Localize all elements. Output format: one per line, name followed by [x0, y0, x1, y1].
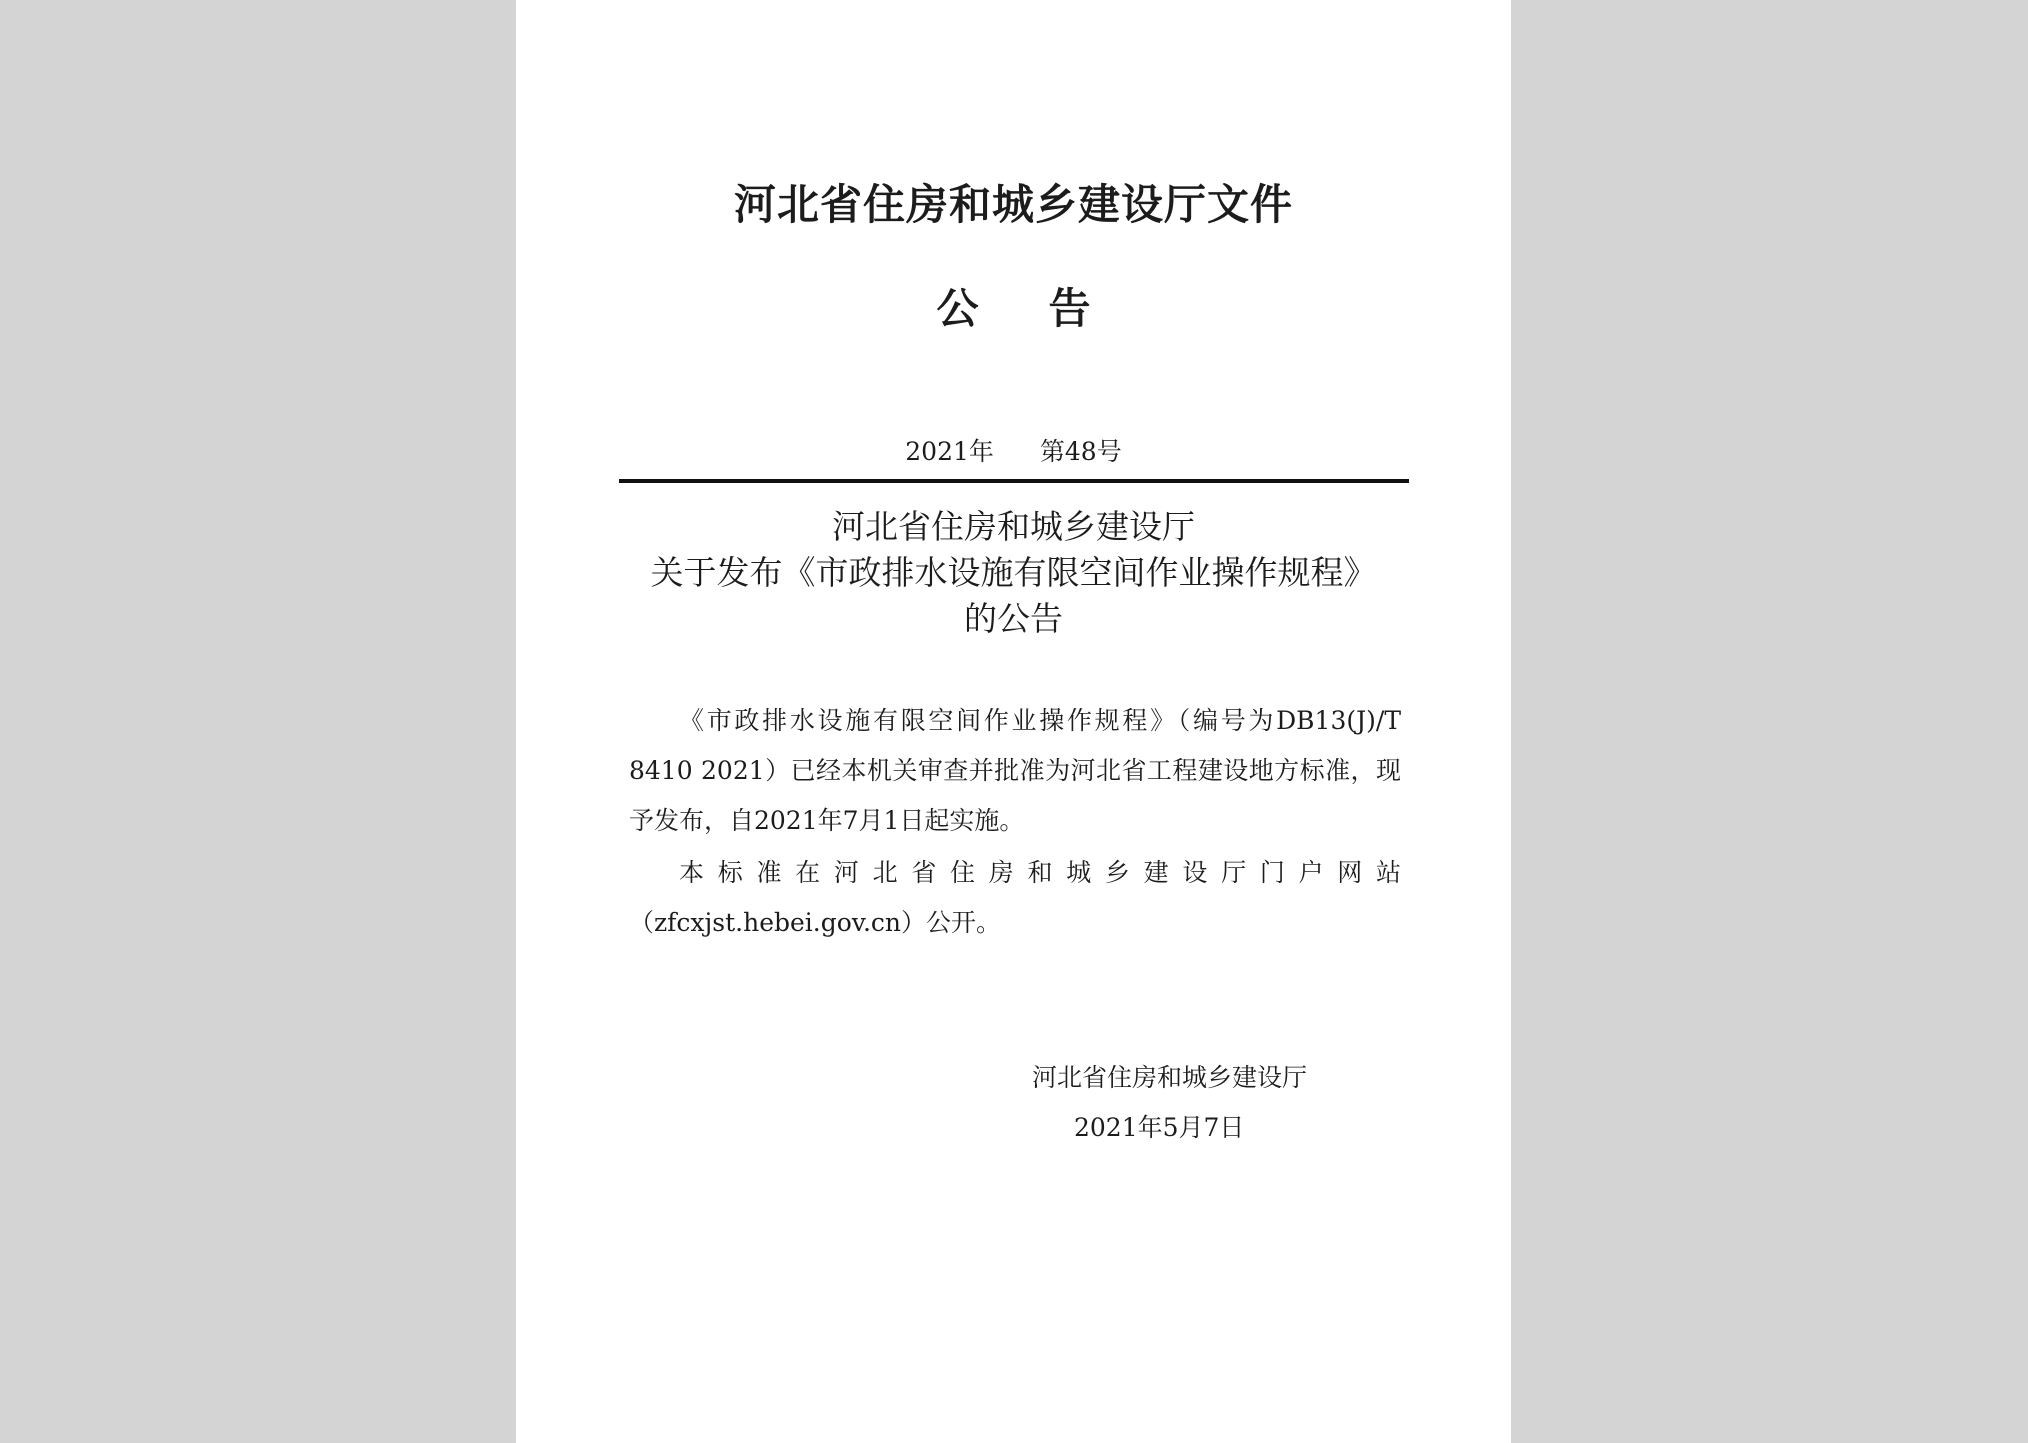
notice-title-char-2: 告	[1048, 284, 1091, 333]
signature-date: 2021年5月7日	[1074, 1113, 1245, 1142]
headline-line-2: 关于发布《市政排水设施有限空间作业操作规程》	[650, 553, 1377, 592]
document-number-year: 2021年	[905, 437, 994, 466]
document-number	[516, 432, 1511, 468]
headline-line-1: 河北省住房和城乡建设厅	[832, 507, 1195, 546]
signature-organization: 河北省住房和城乡建设厅	[1032, 1063, 1308, 1092]
notice-title	[516, 276, 1511, 336]
notice-headline	[516, 504, 1511, 642]
document-header-title: 河北省住房和城乡建设厅文件	[733, 180, 1293, 229]
body-paragraph-1: 《市政排水设施有限空间作业操作规程》（编号为DB13(J)/T 8410 2021）已经本机关审查并批准为河北省工程建设地方标准，现予发布，自2021年7月1日起实施。	[629, 706, 1401, 835]
notice-title-char-1: 公	[936, 284, 979, 333]
headline-line-3: 的公告	[964, 599, 1063, 638]
header-divider	[619, 479, 1409, 483]
document-number-no: 第48号	[1039, 437, 1122, 466]
document-page	[516, 0, 1511, 1443]
body-paragraph-2: 本标准在河北省住房和城乡建设厅门户网站（zfcxjst.hebei.gov.cn）公开。	[629, 858, 1401, 937]
